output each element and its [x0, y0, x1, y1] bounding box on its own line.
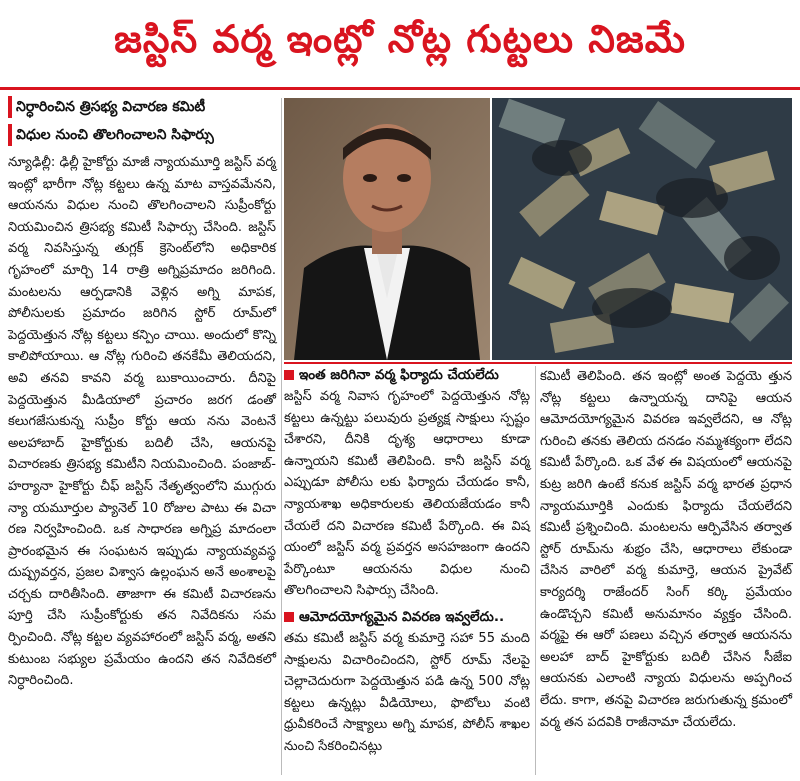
- headline: జస్టిస్ వర్మ ఇంట్లో నోట్ల గుట్టలు నిజమే: [0, 0, 800, 90]
- column-2: [284, 364, 530, 758]
- column-1: [8, 96, 276, 692]
- currency-illustration: [492, 98, 792, 360]
- subhead-no-explanation: ఆమోదయోగ్యమైన వివరణ ఇవ్వలేదు..: [284, 606, 530, 628]
- column-3-body: కమిటీ తెలిపింది. తన ఇంట్లో అంత పెద్దయె త్తున నోట్ల కట్టలు ఉన్నాయన్న దానిపై ఆయన ఆమోదయోగ్యమైన వివరణ ఇవ్వలేదని, ఆ నోట్ల గురించి తనకు తెలియ దనడం నమ్మశక్యంగా లేదని కమిటీ పేర్కొంది. ఒక వేళ ఈ విషయంలో ఆయనపై కుట్ర జరిగి ఉంటే కనుక జస్టిస్ వర్మ భారత ప్రధాన న్యాయమూర్తికి ఎందుకు ఫిర్యాదు చేయలేదని కమిటీ ప్రశ్నించింది. మంటలను ఆర్పివేసిన తర్వాత స్టోర్ రూమ్‌ను శుభ్రం చేసి, ఆధారాలు లేకుండా చేసిన వారిలో వర్మ కుమార్తె, ఆయన ప్రైవేట్ కార్యదర్శి రాజేందర్ సింగ్ కర్కి ప్రమేయం ఉండొచ్చని కమిటీ అనుమానం వ్యక్తం చేసింది. వర్మపై ఈ ఆరో పణలు వచ్చిన తర్వాత ఆయనను అలహా బాద్ హైకోర్టుకు బదిలీ చేసిన సీజేఐ ఆయనకు ఎలాంటి న్యాయ విధులను అప్పగించ లేదు. కాగా, తనపై విచారణ జరుగుతున్న క్రమంలో వర్మ తన పదవికి రాజీనామా చేయలేదు.: [540, 369, 792, 730]
- kicker-1: నిర్ధారించిన త్రిసభ్య విచారణ కమిటీ: [8, 96, 276, 118]
- column-1-body: న్యూఢిల్లీ: ఢిల్లీ హైకోర్టు మాజీ న్యాయమూర్తి జస్టిస్ వర్మ ఇంట్లో భారీగా నోట్ల కట్టలు ఉన్న మాట వాస్తవమేనని, ఆయనను విధుల నుంచి తొలగించాలని సుప్రీంకోర్టు నియమించిన త్రిసభ్య కమిటీ సిఫార్సు చేసింది. జస్టిస్ వర్మ నివసిస్తున్న తుగ్లక్ క్రెసెంట్‌లోని అధికారిక గృహంలో మార్చి 14 రాత్రి అగ్నిప్రమాదం జరిగింది. మంటలను ఆర్పడానికి వెళ్లిన అగ్ని మాపక, పోలీసులకు ప్రమాదం జరిగిన స్టోర్ రూమ్‌లో పెద్దయెత్తున నోట్ల కట్టలు కన్పిం చాయి. అందులో కొన్ని కాలిపోయాయి. ఆ నోట్ల గురించి తనకేమీ తెలియదని, అవి తనవి కావని వర్మ బుకాయించారు. దీనిపై పెద్దయెత్తున మీడియాలో ప్రచారం జరగ డంతో కలుగజేసుకున్న సుప్రీం కోర్టు ఆయ నను వెంటనే అలహాబాద్ హైకోర్టుకు బదిలీ చేసి, ఆయనపై విచారణకు త్రిసభ్య కమిటీని నియమించింది. పంజాబ్-హర్యానా హైకోర్టు చీఫ్ జస్టిస్ నేతృత్వంలోని ముగ్గురు న్యా యమూర్తుల ప్యానెల్ 10 రోజుల పాటు ఈ విచా రణ నిర్వహించింది. ఒక సాధారణ అగ్నిప్ర మాదంలా ప్రారంభమైన ఈ సంఘటన ఇప్పుడు న్యాయవ్యవస్థ దుష్ప్రవర్తన, ప్రజల విశ్వాస ఉల్లంఘన అనే అంశాలపై చర్చకు దారితీసింది. తాజాగా ఈ కమిటీ విచారణను పూర్తి చేసి సుప్రీంకోర్టుకు తన నివేదికను సమ ర్పించింది. నోట్ల కట్టల వ్యవహారంలో జస్టిస్ వర్మ, అతని కుటుంబ సభ్యుల ప్రమేయం ఉందని తన నివేదికలో నిర్ధారించింది.: [8, 155, 276, 689]
- column-3: [540, 366, 792, 733]
- kicker-2: విధుల నుంచి తొలగించాలని సిఫార్సు: [8, 124, 276, 146]
- column-divider-1: [281, 98, 282, 775]
- burnt-currency-photo: [492, 98, 792, 360]
- subhead-no-complaint: ఇంత జరిగినా వర్మ ఫిర్యాదు చేయలేదు: [284, 364, 530, 386]
- column-2-body-2: తమ కమిటీ జస్టిస్ వర్మ కుమార్తె సహా 55 మంది సాక్షులను విచారించిందని, స్టోర్ రూమ్ నేలపై చెల్లాచెదురుగా పెద్దయెత్తున పడి ఉన్న 500 నోట్ల కట్టలు ఉన్నట్లు వీడియోలు, ఫొటోలు వంటి ధ్రువీకరించే సాక్ష్యాలు అగ్ని మాపక, పోలీస్ శాఖల నుంచి సేకరించినట్లు: [284, 630, 530, 754]
- portrait-illustration: [284, 98, 490, 360]
- column-divider-2: [535, 366, 536, 775]
- column-2-body-1: జస్టిస్ వర్మ నివాస గృహంలో పెద్దయెత్తున నోట్ల కట్టలు ఉన్నట్టు పలువురు ప్రత్యక్ష సాక్షులు స్పష్టం చేశారని, దీనికి దృశ్య ఆధారాలు కూడా ఉన్నాయని కమిటీ తెలిపింది. కానీ జస్టిస్ వర్మ ఎప్పుడూ పోలీసు లకు ఫిర్యాదు చేయడం కానీ, న్యాయశాఖ అధికారులకు తెలియజేయడం కానీ చేయలే దని విచారణ కమిటీ పేర్కొంది. ఈ విష యంలో జస్టిస్ వర్మ ప్రవర్తన అసహజంగా ఉందని పేర్కొంటూ ఆయనను విధుల నుంచి తొలగించాలని సిఫార్సు చేసింది.: [284, 389, 530, 599]
- portrait-photo: [284, 98, 490, 360]
